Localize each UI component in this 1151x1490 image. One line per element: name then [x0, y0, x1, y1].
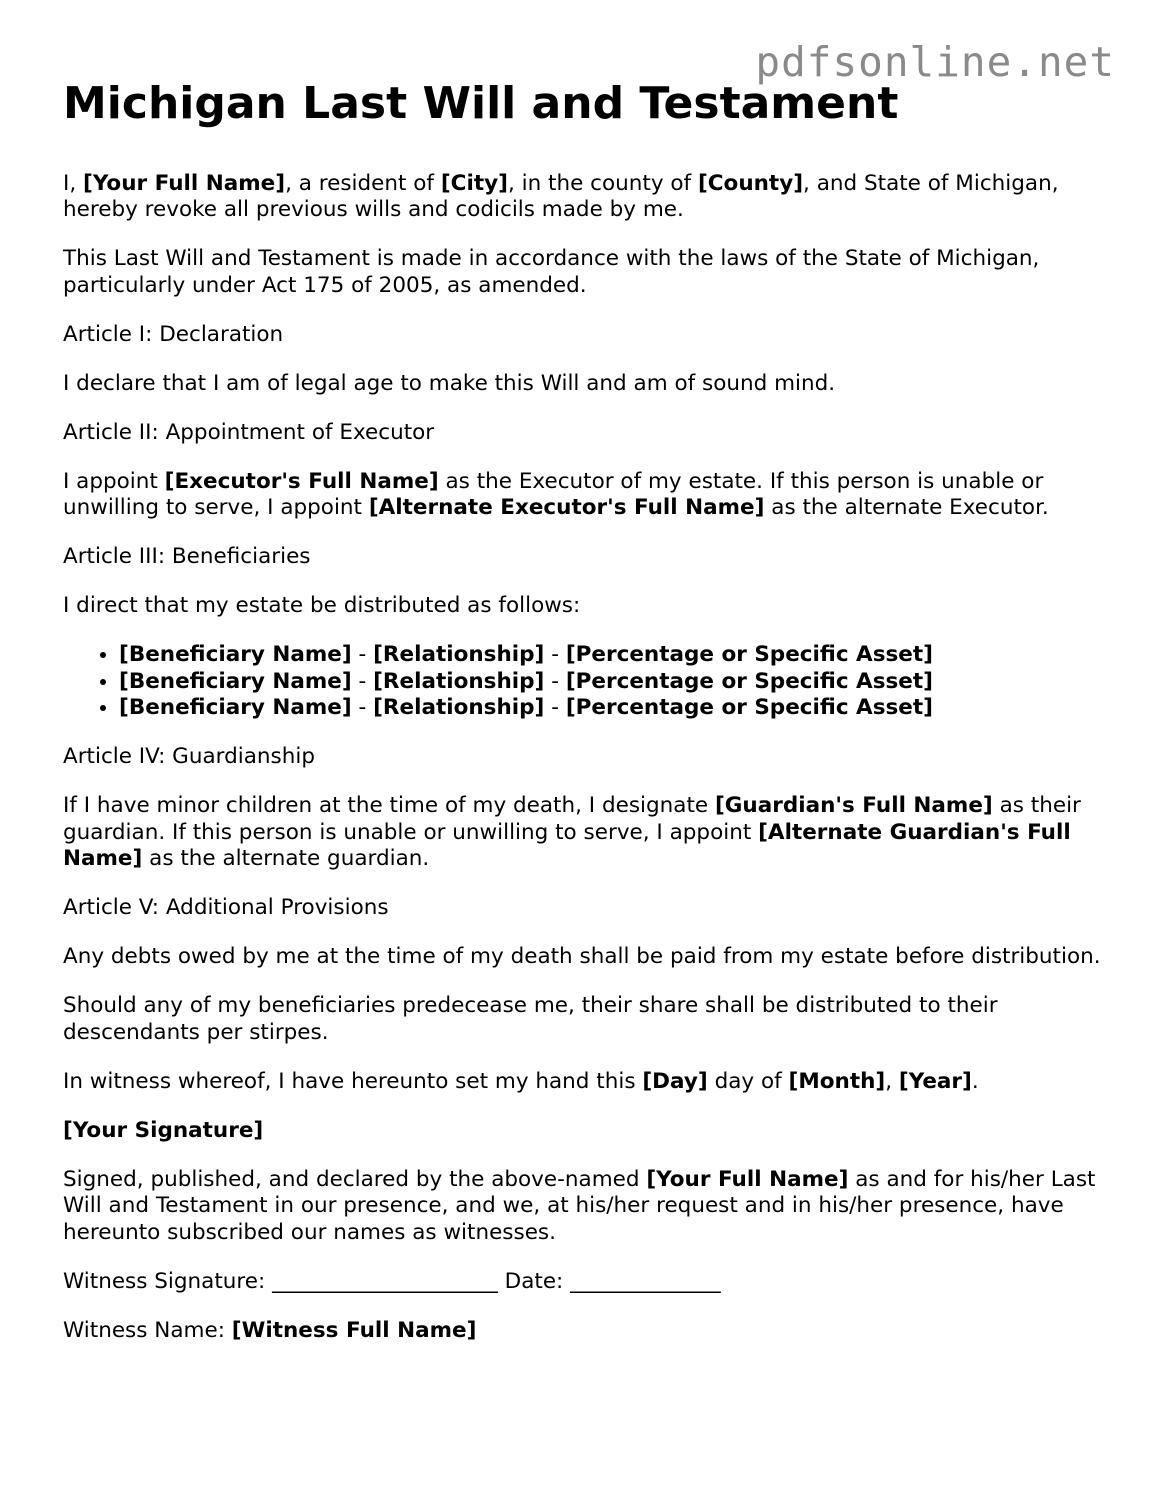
testator-name-placeholder: [Your Full Name] [83, 170, 286, 196]
intro-text-2: , a resident of [285, 170, 441, 196]
beneficiary-name: [Beneficiary Name] [119, 695, 352, 721]
signature-placeholder [63, 1118, 1103, 1145]
beneficiary-relationship: [Relationship] [373, 642, 545, 668]
attestation-name-placeholder: [Your Full Name] [646, 1166, 849, 1192]
article-1-text: I declare that I am of legal age to make this Will and am of sound mind. [63, 370, 836, 396]
predecease-paragraph: Should any of my beneficiaries predecease me, their share shall be distributed to their descendants per stirpes. [63, 993, 998, 1045]
month-placeholder: [Month] [788, 1068, 886, 1094]
beneficiary-relationship: [Relationship] [373, 668, 545, 694]
debts-paragraph: Any debts owed by me at the time of my death shall be paid from my estate before distribution. [63, 944, 1101, 970]
separator: - [351, 668, 374, 694]
law-statement: This Last Will and Testament is made in accordance with the laws of the State of Michigan, particularly under Act 175 of 2005, as amended. [63, 246, 1040, 298]
intro-paragraph [63, 171, 1103, 224]
city-placeholder: [City] [440, 170, 508, 196]
alternate-guardian-placeholder: [Alternate Guardian's Full Name] [63, 819, 1071, 872]
article-3-text: I direct that my estate be distributed as follows: [63, 593, 581, 619]
day-placeholder: [Day] [642, 1068, 708, 1094]
signature-text: [Your Signature] [63, 1117, 264, 1143]
beneficiary-name: [Beneficiary Name] [119, 642, 352, 668]
beneficiary-share: [Percentage or Specific Asset] [565, 642, 933, 668]
beneficiary-list [63, 642, 1103, 722]
witness-name-placeholder: [Witness Full Name] [231, 1317, 477, 1343]
article-4-text-3: as the alternate guardian. [142, 846, 430, 872]
article-2-text-3: as the alternate Executor. [764, 495, 1049, 521]
document-page [63, 78, 1103, 1367]
county-placeholder: [County] [697, 170, 804, 196]
intro-text-4: , and State of Michigan, hereby revoke all previous wills and codicils made by me. [63, 170, 1059, 223]
executor-placeholder: [Executor's Full Name] [164, 468, 439, 494]
intro-text-1: I, [63, 170, 84, 196]
attestation-paragraph [63, 1167, 1103, 1247]
beneficiary-relationship: [Relationship] [373, 695, 545, 721]
document-title: Michigan Last Will and Testament [63, 78, 899, 129]
witness-clause-text-2: day of [707, 1068, 789, 1094]
guardian-placeholder: [Guardian's Full Name] [714, 793, 993, 819]
intro-text-3: , in the county of [507, 170, 698, 196]
article-2-text-2: as the Executor of my estate. If this person is unable or unwilling to serve, I appoint [63, 468, 1044, 521]
article-2-text-1: I appoint [63, 468, 165, 494]
watermark: pdfsonline.net [755, 38, 1115, 86]
witness-clause-text-4: . [971, 1068, 979, 1094]
separator: - [351, 695, 374, 721]
article-4-text [63, 793, 1103, 873]
witness-clause-text-1: In witness whereof, I have hereunto set my hand this [63, 1068, 643, 1094]
witness-name-line [63, 1318, 1103, 1345]
separator: - [544, 642, 566, 668]
beneficiary-item [119, 669, 1103, 696]
witness-name-label: Witness Name: [63, 1317, 232, 1343]
article-4-text-1: If I have minor children at the time of my death, I designate [63, 793, 715, 819]
article-2-heading: Article II: Appointment of Executor [63, 419, 435, 445]
article-5-heading: Article V: Additional Provisions [63, 895, 389, 921]
beneficiary-name: [Beneficiary Name] [119, 668, 352, 694]
beneficiary-item [119, 642, 1103, 669]
witness-clause-text-3: , [885, 1068, 899, 1094]
beneficiary-item [119, 695, 1103, 722]
alternate-executor-placeholder: [Alternate Executor's Full Name] [368, 495, 765, 521]
year-placeholder: [Year] [898, 1068, 972, 1094]
attestation-text-1: Signed, published, and declared by the above-named [63, 1166, 647, 1192]
article-4-heading: Article IV: Guardianship [63, 744, 315, 770]
beneficiary-share: [Percentage or Specific Asset] [565, 695, 933, 721]
separator: - [544, 695, 566, 721]
separator: - [544, 668, 566, 694]
article-3-heading: Article III: Beneficiaries [63, 544, 311, 570]
witness-clause [63, 1069, 1103, 1096]
article-2-text [63, 469, 1103, 522]
witness-signature-line: Witness Signature: _____________________ Date: ______________ [63, 1268, 721, 1294]
beneficiary-share: [Percentage or Specific Asset] [565, 668, 933, 694]
separator: - [351, 642, 374, 668]
attestation-text-2: as and for his/her Last Will and Testament in our presence, and we, at his/her request and in his/her presence, have hereunto subscribed our names as witnesses. [63, 1166, 1096, 1245]
article-4-text-2: as their guardian. If this person is unable or unwilling to serve, I appoint [63, 793, 1081, 845]
article-1-heading: Article I: Declaration [63, 321, 284, 347]
